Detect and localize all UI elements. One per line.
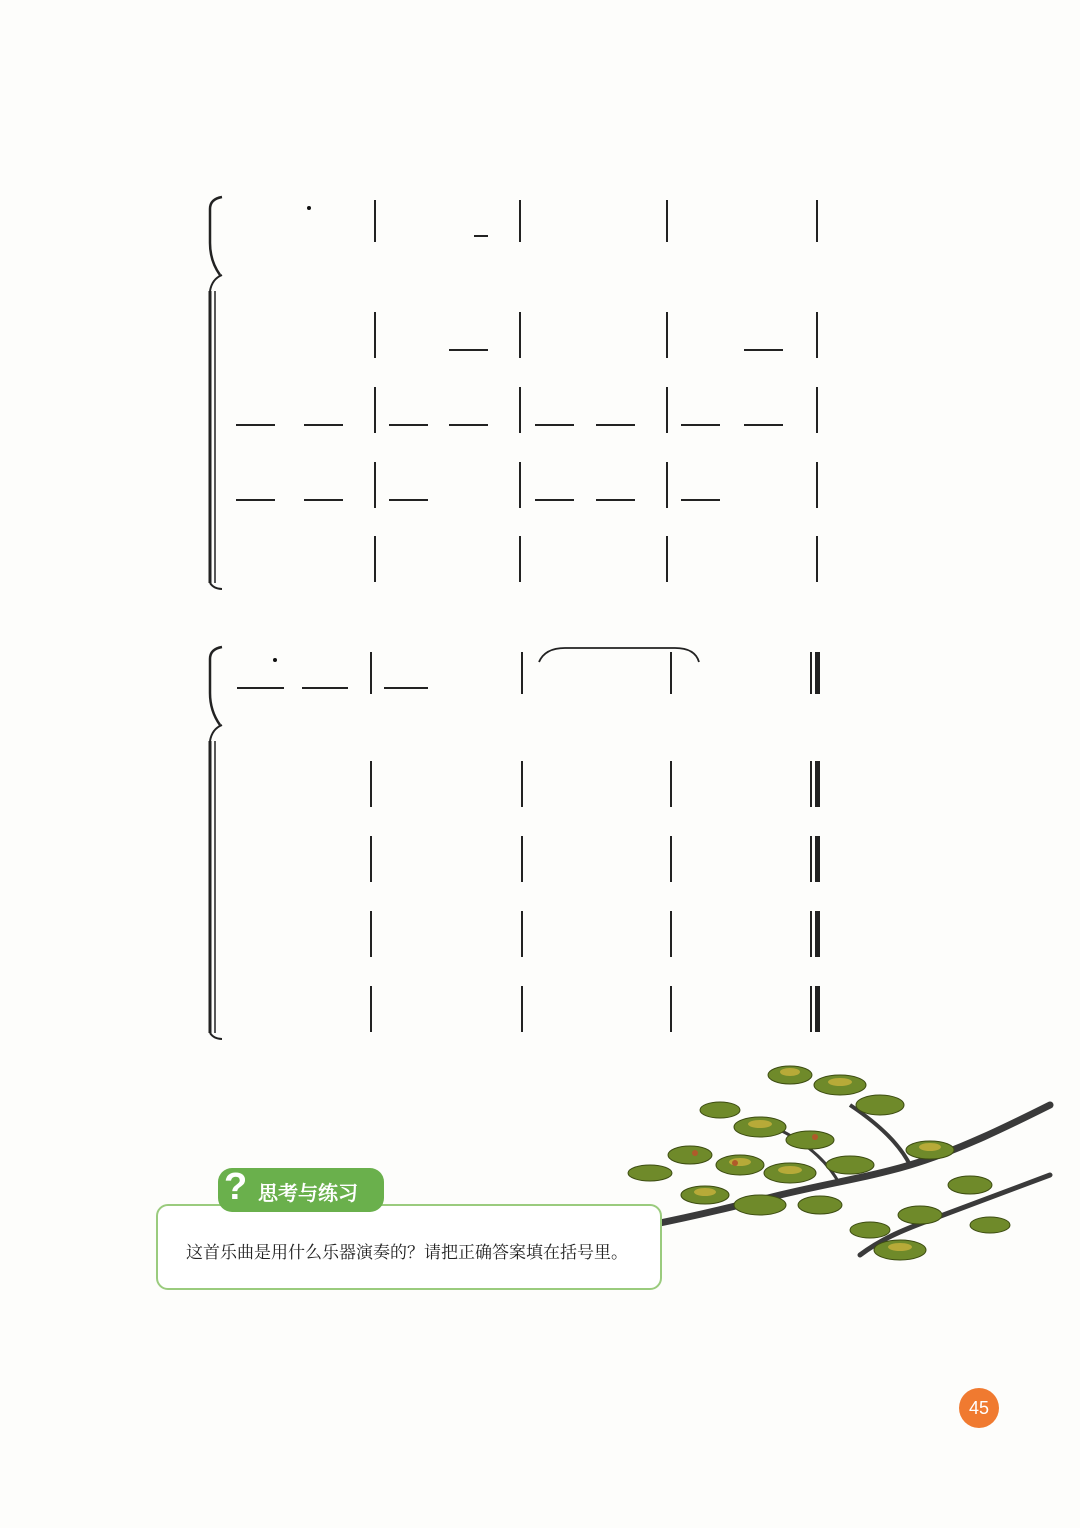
beat-underline: [389, 424, 428, 426]
final-barline: [815, 652, 820, 694]
barline: [521, 652, 523, 694]
final-barline: [810, 986, 812, 1032]
barline: [519, 462, 521, 508]
exercise-header-tab: [218, 1168, 384, 1212]
exercise-title: 思考与练习: [258, 1181, 358, 1205]
final-barline: [815, 761, 820, 807]
beat-underline: [596, 424, 635, 426]
beat-underline: [304, 424, 343, 426]
barline: [519, 200, 521, 242]
page-number: 45: [959, 1388, 999, 1428]
final-barline: [810, 911, 812, 957]
beat-underline: [535, 499, 574, 501]
barline: [374, 536, 376, 582]
barline: [666, 200, 668, 242]
barline: [816, 536, 818, 582]
barline: [670, 911, 672, 957]
barline: [519, 536, 521, 582]
barline: [670, 836, 672, 882]
beat-underline: [681, 424, 720, 426]
beat-underline: [384, 687, 428, 689]
barline: [374, 462, 376, 508]
octave-dot: [307, 206, 311, 210]
barline: [666, 536, 668, 582]
barline: [370, 761, 372, 807]
beat-underline: [474, 235, 488, 237]
beat-underline: [449, 424, 488, 426]
beat-underline: [744, 349, 783, 351]
beat-underline: [389, 499, 428, 501]
exercise-box: [156, 1204, 662, 1290]
beat-underline: [535, 424, 574, 426]
barline: [521, 761, 523, 807]
question-mark-icon: ?: [224, 1166, 248, 1208]
final-barline: [810, 836, 812, 882]
barline: [666, 387, 668, 433]
beat-underline: [596, 499, 635, 501]
beat-underline: [302, 687, 348, 689]
pine-branch-illustration: [610, 1055, 1060, 1285]
barline: [374, 387, 376, 433]
beat-underline: [304, 499, 343, 501]
system-brace-1: [200, 193, 230, 591]
barline: [370, 652, 372, 694]
barline: [374, 312, 376, 358]
barline: [666, 462, 668, 508]
barline: [670, 986, 672, 1032]
final-barline: [815, 836, 820, 882]
tie-arc: [535, 644, 705, 664]
barline: [370, 911, 372, 957]
barline: [519, 312, 521, 358]
final-barline: [810, 652, 812, 694]
barline: [521, 911, 523, 957]
system-brace-2: [200, 643, 230, 1041]
barline: [816, 200, 818, 242]
barline: [816, 387, 818, 433]
barline: [519, 387, 521, 433]
final-barline: [815, 911, 820, 957]
exercise-question: 这首乐曲是用什么乐器演奏的？请把正确答案填在括号里。: [186, 1243, 628, 1263]
barline: [370, 836, 372, 882]
beat-underline: [237, 687, 284, 689]
octave-dot: [273, 658, 277, 662]
barline: [374, 200, 376, 242]
final-barline: [815, 986, 820, 1032]
beat-underline: [681, 499, 720, 501]
beat-underline: [744, 424, 783, 426]
barline: [816, 462, 818, 508]
barline: [521, 986, 523, 1032]
barline: [370, 986, 372, 1032]
barline: [670, 761, 672, 807]
barline: [666, 312, 668, 358]
barline: [521, 836, 523, 882]
final-barline: [810, 761, 812, 807]
barline: [816, 312, 818, 358]
beat-underline: [449, 349, 488, 351]
beat-underline: [236, 424, 275, 426]
beat-underline: [236, 499, 275, 501]
